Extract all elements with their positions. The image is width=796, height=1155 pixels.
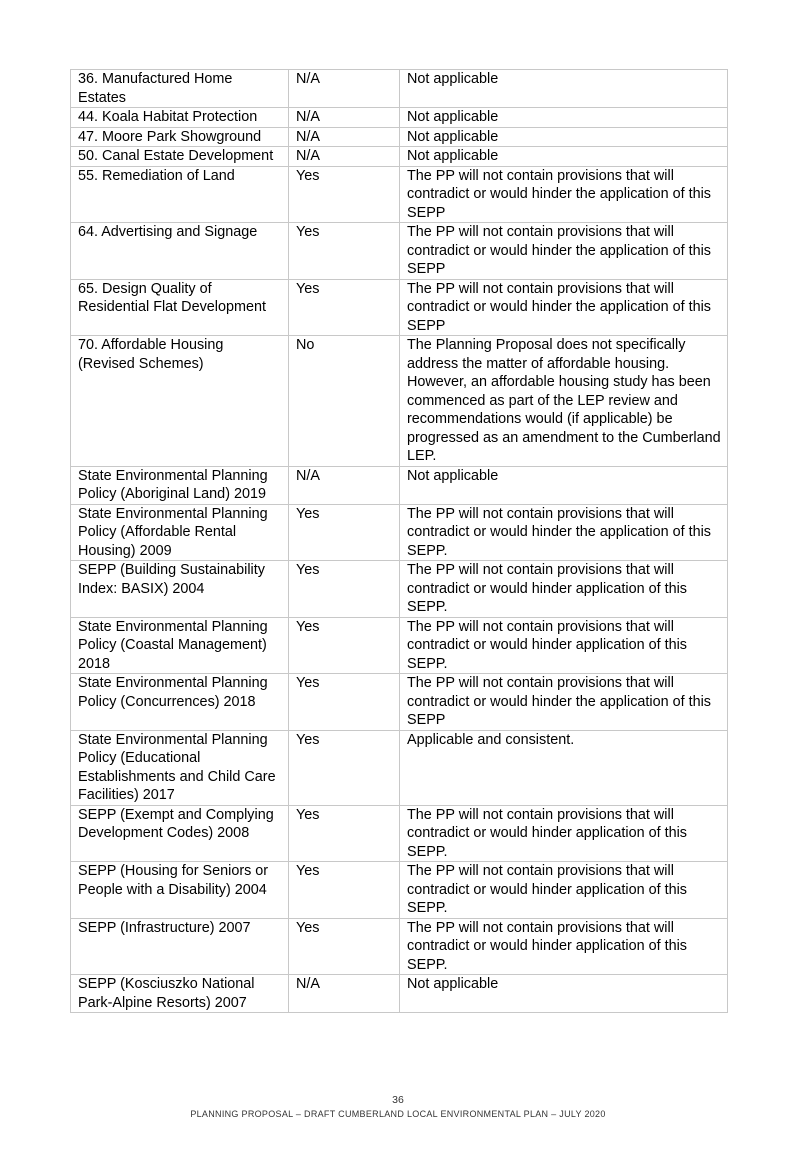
table-row [71,617,728,674]
table-row [71,466,728,504]
table-row [71,561,728,618]
policy-cell: 65. Design Quality of Residential Flat Development [71,279,289,336]
policy-cell: State Environmental Planning Policy (Concurrences) 2018 [71,674,289,731]
policy-cell: SEPP (Housing for Seniors or People with a Disability) 2004 [71,862,289,919]
status-cell: N/A [289,147,400,167]
status-cell: Yes [289,223,400,280]
table-row [71,862,728,919]
table-row [71,918,728,975]
status-cell: No [289,336,400,467]
table-row [71,147,728,167]
document-footer-title: PLANNING PROPOSAL – DRAFT CUMBERLAND LOCAL ENVIRONMENTAL PLAN – JULY 2020 [190,1109,606,1119]
comment-cell: The PP will not contain provisions that will contradict or would hinder the application of this SEPP [400,166,728,223]
comment-cell: The PP will not contain provisions that will contradict or would hinder application of this SEPP. [400,617,728,674]
policy-cell: 70. Affordable Housing (Revised Schemes) [71,336,289,467]
policy-cell: 55. Remediation of Land [71,166,289,223]
status-cell: N/A [289,127,400,147]
table-row [71,674,728,731]
policy-cell: State Environmental Planning Policy (Educational Establishments and Child Care Facilities) 2017 [71,730,289,805]
comment-cell: The PP will not contain provisions that will contradict or would hinder the application of this SEPP. [400,504,728,561]
table-row [71,279,728,336]
status-cell: N/A [289,108,400,128]
comment-cell: The PP will not contain provisions that will contradict or would hinder the application of this SEPP [400,674,728,731]
policy-cell: SEPP (Building Sustainability Index: BASIX) 2004 [71,561,289,618]
status-cell: N/A [289,466,400,504]
comment-cell: The PP will not contain provisions that will contradict or would hinder application of this SEPP. [400,918,728,975]
policy-cell: State Environmental Planning Policy (Affordable Rental Housing) 2009 [71,504,289,561]
policy-cell: 50. Canal Estate Development [71,147,289,167]
policy-cell: 36. Manufactured Home Estates [71,70,289,108]
comment-cell: The PP will not contain provisions that will contradict or would hinder the application of this SEPP [400,279,728,336]
table-row [71,70,728,108]
table-row [71,127,728,147]
status-cell: Yes [289,166,400,223]
comment-cell: The PP will not contain provisions that will contradict or would hinder application of this SEPP. [400,862,728,919]
comment-cell: Not applicable [400,975,728,1013]
policy-cell: 47. Moore Park Showground [71,127,289,147]
table-row [71,504,728,561]
table-row [71,108,728,128]
policy-cell: State Environmental Planning Policy (Coastal Management) 2018 [71,617,289,674]
table-row [71,805,728,862]
status-cell: Yes [289,674,400,731]
policy-cell: SEPP (Infrastructure) 2007 [71,918,289,975]
comment-cell: The PP will not contain provisions that will contradict or would hinder application of this SEPP. [400,805,728,862]
status-cell: Yes [289,730,400,805]
table-row [71,336,728,467]
table-row [71,166,728,223]
table-row [71,975,728,1013]
status-cell: N/A [289,70,400,108]
status-cell: Yes [289,918,400,975]
status-cell: Yes [289,862,400,919]
table-row [71,223,728,280]
comment-cell: Not applicable [400,70,728,108]
policy-cell: State Environmental Planning Policy (Aboriginal Land) 2019 [71,466,289,504]
comment-cell: Not applicable [400,147,728,167]
comment-cell: Not applicable [400,466,728,504]
status-cell: Yes [289,805,400,862]
table-row [71,730,728,805]
comment-cell: Applicable and consistent. [400,730,728,805]
status-cell: Yes [289,617,400,674]
sepp-consistency-table [70,69,728,1013]
page-number: 36 [392,1094,404,1106]
comment-cell: The Planning Proposal does not specifically address the matter of affordable housing. However, an affordable housing study has been commenced as part of the LEP review and recommendations would (if applicable) be progressed as an amendment to the Cumberland LEP. [400,336,728,467]
policy-cell: 44. Koala Habitat Protection [71,108,289,128]
status-cell: Yes [289,504,400,561]
policy-cell: SEPP (Kosciuszko National Park-Alpine Resorts) 2007 [71,975,289,1013]
comment-cell: The PP will not contain provisions that will contradict or would hinder application of this SEPP. [400,561,728,618]
policy-cell: 64. Advertising and Signage [71,223,289,280]
status-cell: Yes [289,279,400,336]
policy-cell: SEPP (Exempt and Complying Development Codes) 2008 [71,805,289,862]
comment-cell: Not applicable [400,108,728,128]
comment-cell: Not applicable [400,127,728,147]
comment-cell: The PP will not contain provisions that will contradict or would hinder the application of this SEPP [400,223,728,280]
status-cell: Yes [289,561,400,618]
status-cell: N/A [289,975,400,1013]
